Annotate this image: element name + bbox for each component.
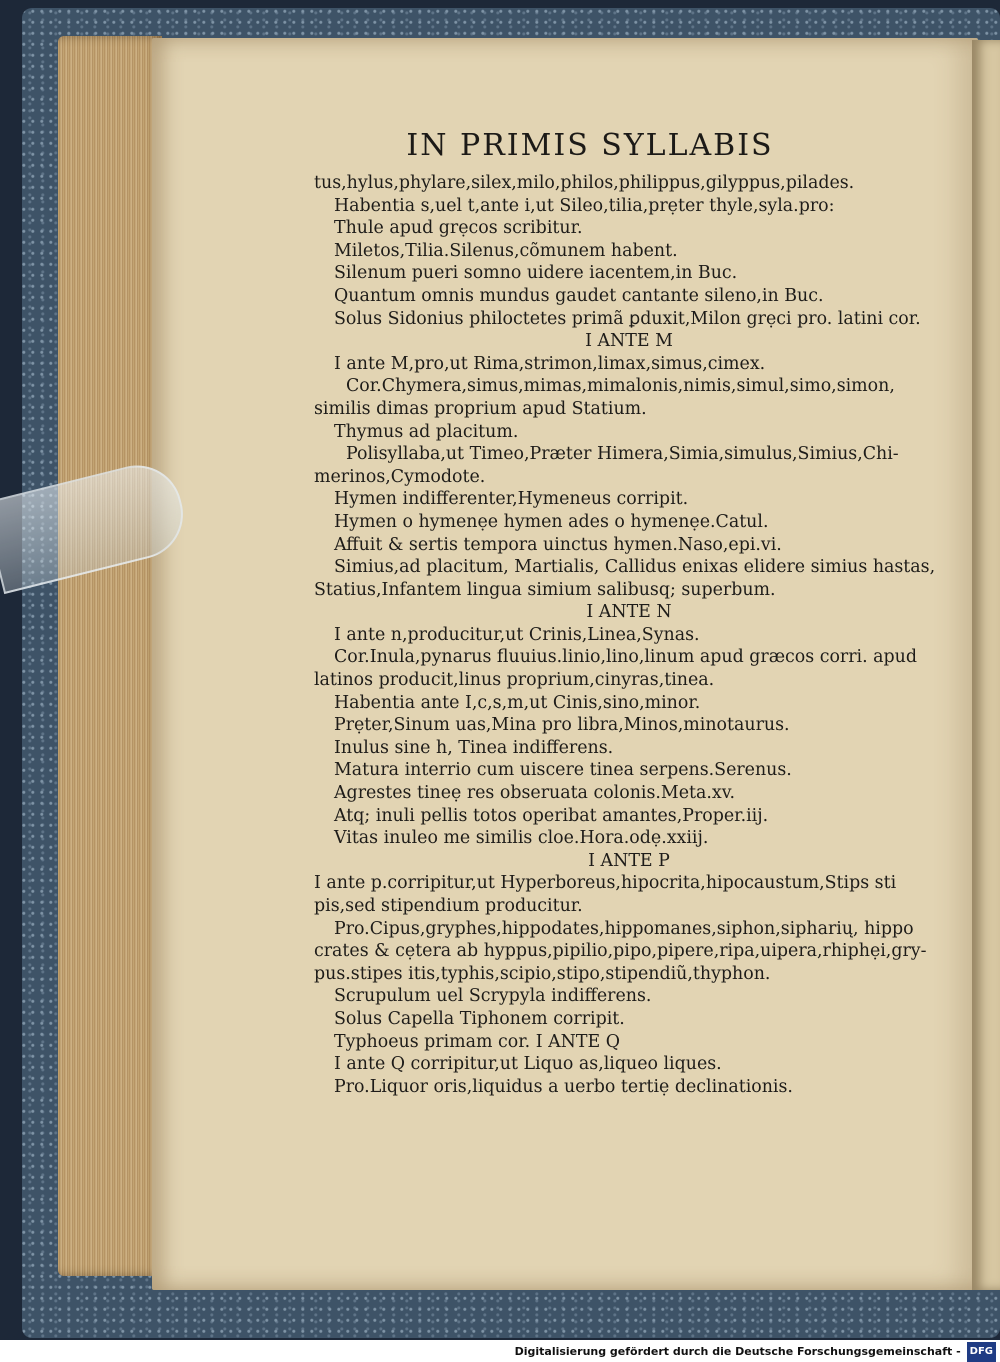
text-line: latinos producit,linus proprium,cinyras,tinea.: [314, 670, 715, 691]
text-line: Prẹter,Sinum uas,Mina pro libra,Minos,minotaurus.: [334, 715, 790, 736]
footer-credit: Digitalisierung gefördert durch die Deutsche Forschungsgemeinschaft -: [514, 1345, 961, 1358]
text-line: I ante M,pro,ut Rima,strimon,limax,simus,cimex.: [334, 353, 766, 374]
text-line: Solus Capella Tiphonem corripit.: [334, 1008, 625, 1029]
text-line: Cor.Inula,pynarus fluuius.linio,lino,linum apud grӕcos corri. apud: [334, 647, 917, 668]
text-line: Affuit & sertis tempora uinctus hymen.Naso,epi.vi.: [334, 534, 782, 555]
page-edges: [58, 36, 162, 1276]
text-line: Quantum omnis mundus gaudet cantante sileno,in Buc.: [334, 285, 824, 306]
text-line: Silenum pueri somno uidere iacentem,in Buc.: [334, 263, 738, 284]
text-line: Matura interrio cum uiscere tinea serpens.Serenus.: [334, 760, 792, 781]
text-line: Simius,ad placitum, Martialis, Callidus enixas elidere simius hastas,: [334, 557, 936, 578]
footer-bar: [0, 1342, 1000, 1362]
text-line: Hymen o hymenẹe hymen ades o hymenẹe.Catul.: [334, 511, 769, 532]
text-line: I ante p.corripitur,ut Hyperboreus,hipocrita,hipocaustum,Stips sti: [314, 873, 897, 894]
text-line: Typhoeus primam cor. I ANTE Q: [334, 1031, 620, 1052]
section-heading: I ANTE N: [586, 602, 672, 623]
text-line: I ante Q corripitur,ut Liquo as,liqueo liques.: [334, 1054, 722, 1075]
text-line: Vitas inuleo me similis cloe.Hora.odẹ.xxiij.: [334, 828, 709, 849]
text-line: Solus Sidonius philoctetes primã ꝑduxit,Milon grẹci pro. latini cor.: [334, 308, 921, 329]
text-line: Miletos,Tilia.Silenus,cõmunem habent.: [334, 240, 678, 261]
text-line: Scrupulum uel Scrypyla indifferens.: [334, 986, 652, 1007]
text-line: I ante n,producitur,ut Crinis,Linea,Synas.: [334, 624, 700, 645]
running-heading: IN PRIMIS SYLLABIS: [406, 128, 774, 163]
text-line: Thymus ad placitum.: [334, 421, 519, 442]
text-line: Agrestes tineẹ res obseruata colonis.Meta.xv.: [334, 783, 735, 804]
text-line: pus.stipes itis,typhis,scipio,stipo,stipendiũ,thyphon.: [314, 963, 771, 984]
text-line: crates & cẹtera ab hyppus,pipilio,pipo,pipere,ripa,uipera,rhiphẹi,gry-: [314, 941, 927, 962]
text-line: tus,hylus,phylare,silex,milo,philos,philippus,gilyppus,pilades.: [314, 173, 855, 193]
text-line: Thule apud grẹcos scribitur.: [334, 218, 583, 239]
text-line: similis dimas proprium apud Statium.: [314, 398, 647, 419]
text-line: pis,sed stipendium producitur.: [314, 896, 583, 916]
text-line: Statius,Infantem lingua simium salibusq; superbum.: [314, 579, 776, 600]
text-line: Habentia s,uel t,ante i,ut Sileo,tilia,prẹter thyle,syla.pro:: [334, 195, 835, 216]
text-line: Habentia ante I,c,s,m,ut Cinis,sino,minor.: [334, 692, 701, 713]
page-text: [314, 172, 936, 1098]
text-line: merinos,Cymodote.: [314, 466, 486, 487]
text-line: Pro.Cipus,gryphes,hippodates,hippomanes,siphon,sipharių, hippo: [334, 918, 914, 939]
section-heading: I ANTE P: [588, 850, 670, 871]
section-heading: I ANTE M: [585, 331, 673, 352]
right-leaf: [972, 40, 1000, 1290]
text-line: Cor.Chymera,simus,mimas,mimalonis,nimis,simul,simo,simon,: [346, 376, 895, 397]
text-line: Atq; inuli pellis totos operibat amantes,Proper.iij.: [334, 805, 769, 826]
text-line: Hymen indifferenter,Hymeneus corripit.: [334, 489, 689, 510]
text-line: Inulus sine h, Tinea indifferens.: [334, 737, 614, 758]
text-line: Pro.Liquor oris,liquidus a uerbo tertiẹ declinationis.: [334, 1076, 793, 1097]
text-line: Polisyllaba,ut Timeo,Prӕter Himera,Simia,simulus,Simius,Chi-: [346, 444, 899, 465]
dfg-logo: DFG: [967, 1342, 996, 1362]
